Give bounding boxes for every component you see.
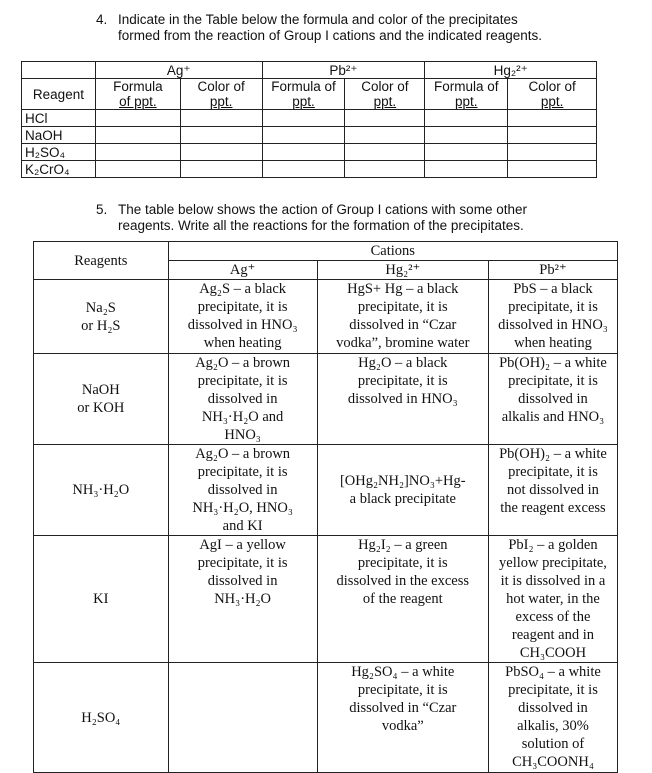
table2-row bbox=[34, 445, 618, 536]
table1-answer-cell[interactable] bbox=[425, 161, 508, 178]
table2-cell: PbI₂ – a golden yellow precipitate, it is dissolved in a hot water, in the excess of the reagent and in CH₃COOH bbox=[488, 536, 617, 663]
table1-answer-cell[interactable] bbox=[508, 110, 597, 127]
table1-cation-header: Pb²⁺ bbox=[262, 62, 425, 79]
table1-answer-cell[interactable] bbox=[345, 110, 425, 127]
table1-row bbox=[22, 161, 597, 178]
table1-answer-cell[interactable] bbox=[262, 127, 345, 144]
table2-row bbox=[34, 354, 618, 445]
table1-answer-cell[interactable] bbox=[262, 144, 345, 161]
table1-answer-cell[interactable] bbox=[508, 144, 597, 161]
table1-answer-cell[interactable] bbox=[425, 110, 508, 127]
table1-answer-cell[interactable] bbox=[425, 144, 508, 161]
table2-cell: [OHg₂NH₂]NO₃+Hg- a black precipitate bbox=[317, 445, 488, 536]
table1-reagent: NaOH bbox=[22, 127, 96, 144]
table1-answer-cell[interactable] bbox=[345, 161, 425, 178]
table1-answer-cell[interactable] bbox=[425, 127, 508, 144]
question-4-line1: Indicate in the Table below the formula and color of the precipitates bbox=[118, 12, 518, 27]
table1-answer-cell[interactable] bbox=[508, 127, 597, 144]
cation-reactions-table bbox=[33, 241, 618, 773]
table2-cell: Hg₂SO₄ – a white precipitate, it is dissolved in “Czar vodka” bbox=[317, 663, 488, 773]
table1-answer-cell[interactable] bbox=[345, 144, 425, 161]
table2-cell: Ag₂O – a brown precipitate, it is dissolved in NH₃·H₂O, HNO₃ and KI bbox=[168, 445, 317, 536]
table2-cell: Hg₂I₂ – a green precipitate, it is dissolved in the excess of the reagent bbox=[317, 536, 488, 663]
table2-cell: Ag₂O – a brown precipitate, it is dissolved in NH₃·H₂O and HNO₃ bbox=[168, 354, 317, 445]
table2-reagent: H₂SO₄ bbox=[34, 663, 169, 773]
table1-reagent: K₂CrO₄ bbox=[22, 161, 96, 178]
question-4 bbox=[96, 12, 636, 46]
table1-color-header: Color of ppt. bbox=[508, 79, 597, 110]
table2-header-row bbox=[34, 242, 618, 261]
table2-cation: Hg₂²⁺ bbox=[317, 261, 488, 280]
table1-formula-header: Formula of ppt. bbox=[95, 79, 180, 110]
table2-reagents-header: Reagents bbox=[34, 242, 169, 280]
table2-row bbox=[34, 536, 618, 663]
table2-cell: AgI – a yellow precipitate, it is dissolved in NH₃·H₂O bbox=[168, 536, 317, 663]
table1-answer-cell[interactable] bbox=[95, 161, 180, 178]
table1-answer-cell[interactable] bbox=[345, 127, 425, 144]
table1-answer-cell[interactable] bbox=[262, 110, 345, 127]
table1-answer-cell[interactable] bbox=[180, 161, 262, 178]
precipitate-table bbox=[21, 61, 597, 178]
table1-cation-row bbox=[22, 62, 597, 79]
table2-cell bbox=[168, 663, 317, 773]
table2-reagent: NaOH or KOH bbox=[34, 354, 169, 445]
table1-answer-cell[interactable] bbox=[508, 161, 597, 178]
table2-cell: Hg₂O – a black precipitate, it is dissolved in HNO₃ bbox=[317, 354, 488, 445]
table2-cell: HgS+ Hg – a black precipitate, it is dissolved in “Czar vodka”, bromine water bbox=[317, 280, 488, 354]
table1-answer-cell[interactable] bbox=[95, 127, 180, 144]
table2-cation: Pb²⁺ bbox=[488, 261, 617, 280]
table1-answer-cell[interactable] bbox=[180, 110, 262, 127]
question-4-number: 4. bbox=[96, 12, 108, 27]
table2-cell: PbSO₄ – a white precipitate, it is dissolved in alkalis, 30% solution of CH₃COONH₄ bbox=[488, 663, 617, 773]
table1-answer-cell[interactable] bbox=[180, 144, 262, 161]
table2-cell: Pb(OH)₂ – a white precipitate, it is not dissolved in the reagent excess bbox=[488, 445, 617, 536]
table2-reagent: KI bbox=[34, 536, 169, 663]
table1-answer-cell[interactable] bbox=[95, 144, 180, 161]
table1-answer-cell[interactable] bbox=[95, 110, 180, 127]
table1-cation-header: Ag⁺ bbox=[95, 62, 262, 79]
table1-formula-header: Formula of ppt. bbox=[262, 79, 345, 110]
table2-cell: Pb(OH)₂ – a white precipitate, it is dissolved in alkalis and HNO₃ bbox=[488, 354, 617, 445]
table2-reagent: Na₂S or H₂S bbox=[34, 280, 169, 354]
table1-answer-cell[interactable] bbox=[180, 127, 262, 144]
table1-subheader-row bbox=[22, 79, 597, 110]
table1-cation-header: Hg₂²⁺ bbox=[425, 62, 597, 79]
table2-row bbox=[34, 663, 618, 773]
question-4-line2: formed from the reaction of Group I cations and the indicated reagents. bbox=[118, 28, 542, 43]
table1-reagent: HCl bbox=[22, 110, 96, 127]
table1-row bbox=[22, 110, 597, 127]
table1-color-header: Color of ppt. bbox=[180, 79, 262, 110]
table2-cell: Ag₂S – a black precipitate, it is dissolved in HNO₃ when heating bbox=[168, 280, 317, 354]
table1-color-header: Color of ppt. bbox=[345, 79, 425, 110]
table2-row bbox=[34, 280, 618, 354]
table2-cation: Ag⁺ bbox=[168, 261, 317, 280]
table1-answer-cell[interactable] bbox=[262, 161, 345, 178]
question-5-number: 5. bbox=[96, 202, 108, 217]
table1-reagent: H₂SO₄ bbox=[22, 144, 96, 161]
table1-reagent-header: Reagent bbox=[22, 79, 96, 110]
table1-formula-header: Formula of ppt. bbox=[425, 79, 508, 110]
table2-cations-header: Cations bbox=[168, 242, 617, 261]
question-5-line2: reagents. Write all the reactions for the formation of the precipitates. bbox=[118, 218, 524, 233]
table2-cell: PbS – a black precipitate, it is dissolved in HNO₃ when heating bbox=[488, 280, 617, 354]
table1-row bbox=[22, 127, 597, 144]
table2-reagent: NH₃·H₂O bbox=[34, 445, 169, 536]
table1-row bbox=[22, 144, 597, 161]
question-5-line1: The table below shows the action of Group I cations with some other bbox=[118, 202, 527, 217]
question-5 bbox=[96, 202, 636, 236]
